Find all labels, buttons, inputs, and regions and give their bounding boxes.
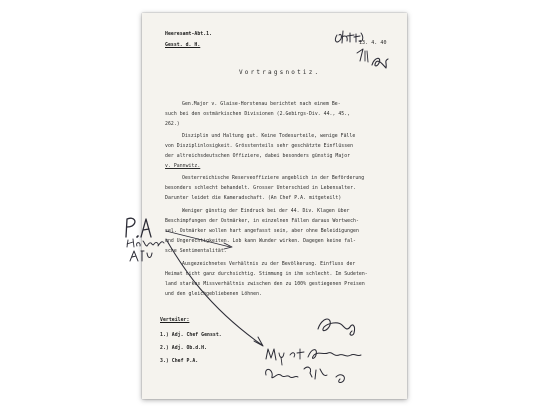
distribution-item: 3.) Chef P.A. (160, 359, 199, 364)
body-line: sel. Ostmärker wollen hart angefasst sein, aber ohne Beleidigungen (165, 229, 359, 234)
body-line: und Ungerechtigkeiten. Lob kann Wunder wirken. Dagegen keine fal- (165, 239, 356, 244)
body-line: land starkes Missverhältnis zwischen den zu 100% gestiegenen Preisen (165, 282, 365, 287)
body-line: such bei den ostmärkischen Divisionen (2.Gebirgs-Div. 44., 45., (165, 112, 351, 117)
document-title: Vortragsnotiz. (239, 69, 321, 76)
handwritten-note-bottom (260, 343, 375, 387)
body-line: Ausgezeichnetes Verhältnis zu der Bevölkerung. Einfluss der (182, 262, 356, 267)
body-line: 262.) (165, 122, 180, 127)
distribution-item: 2.) Adj. Ob.d.H. (160, 346, 208, 351)
body-line: Beschimpfungen der Ostmärker, in einzelnen Fällen daraus Wortwech- (165, 219, 359, 224)
distribution-heading: Verteiler: (160, 318, 190, 323)
header-date: 13. 4. 40 (359, 40, 387, 46)
body-line: der altreichsdeutschen Offiziere, dabei besonders günstig Major (165, 154, 351, 159)
header-office: Gesst. d. H. (165, 43, 201, 48)
header-department: Heeresamt-Abt.1. (165, 32, 213, 37)
body-line: Disziplin und Haltung gut. Keine Todesurteile, wenige Fälle (182, 134, 356, 139)
body-line: Darunter leidet die Kameradschaft. (An Chef P.A. mitgeteilt) (165, 196, 342, 201)
body-line: sche Sentimentalität. (165, 249, 227, 254)
body-line: v. Pannwitz. (165, 164, 201, 169)
body-line: von Disziplinlosigkeit. Grösstenteils sehr geschätzte Einflüssen (165, 144, 354, 149)
handwritten-initials-top (327, 21, 405, 81)
handwritten-signature-icon (312, 311, 362, 343)
document-page (142, 13, 407, 399)
body-line: Heimat nicht ganz durchsichtig. Stimmung in ihm schlecht. Im Sudeten- (165, 272, 368, 277)
body-line: Weniger günstig der Eindruck bei der 44. Div. Klagen über (182, 209, 350, 214)
body-line: und den gleichgebliebenen Löhnen. (165, 292, 262, 297)
body-line: Oesterreichische Reserveoffiziere angeblich in der Beförderung (182, 176, 365, 181)
distribution-item: 1.) Adj. Chef Gensst. (160, 333, 222, 338)
body-line: besonders schlecht behandelt. Grosser Unterschied in Lebensalter. (165, 186, 356, 191)
body-line: Gen.Major v. Glaise-Horstenau berichtet nach einem Be- (182, 102, 341, 107)
